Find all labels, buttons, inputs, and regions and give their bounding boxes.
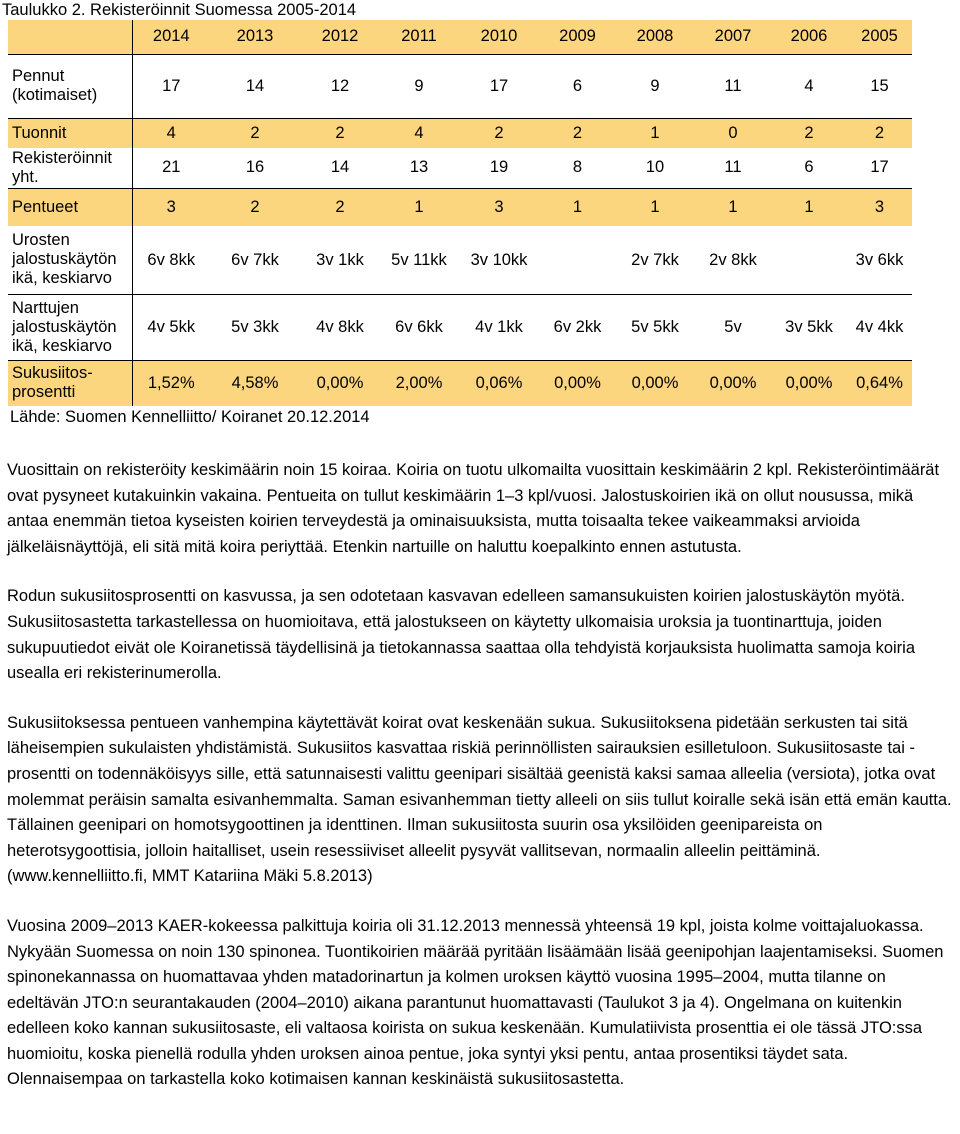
table-cell: 4v 5kk — [132, 294, 210, 360]
table-cell: 6 — [540, 54, 615, 118]
table-cell: 5v — [695, 294, 771, 360]
table-cell: 4 — [771, 54, 847, 118]
row-label: Urosten jalostuskäytön ikä, keskiarvo — [8, 226, 132, 294]
table-cell: 14 — [210, 54, 300, 118]
table-cell: 0,00% — [785, 373, 833, 392]
table-cell: 2 — [494, 123, 504, 142]
table-cell: 2 — [250, 197, 260, 216]
paragraph: Vuosittain on rekisteröity keskimäärin noin 15 koiraa. Koiria on tuotu ulkomailta vuosittain keskimäärin 2 kpl. Rekisteröintimäärät ovat pysyneet kutakuinkin vakaina. Pentueita on tullut keskimäärin 1–3 kpl/vuosi. Jalostuskoirien ikä on ollut nousussa, mikä antaa enemmän tietoa kyseisten koirien terveydestä ja ominaisuuksista, mutta toisaalta tekee vaikeammaksi arvioida jälkeläisnäyttöjä, eli sitä mitä koira periyttää. Etenkin nartuille on haluttu koepalkinto ennen astutusta. — [7, 461, 940, 556]
table-cell: 4v 4kk — [847, 294, 912, 360]
registrations-table — [8, 20, 912, 428]
year-header: 2011 — [380, 20, 458, 54]
table-cell — [771, 226, 847, 294]
year-header: 2006 — [771, 20, 847, 54]
table-cell: 19 — [458, 148, 540, 188]
table-cell: 2,00% — [395, 373, 443, 392]
table-cell: 2 — [335, 197, 345, 216]
body-text — [7, 458, 955, 1093]
table-cell: 1 — [650, 123, 660, 142]
table-cell: 4 — [166, 123, 176, 142]
table-cell: 2 — [804, 123, 814, 142]
table-cell: 5v 3kk — [210, 294, 300, 360]
table-cell: 3v 6kk — [847, 226, 912, 294]
table-cell: 1 — [804, 197, 814, 216]
table-header-row — [8, 20, 912, 54]
table-cell: 12 — [300, 54, 380, 118]
table-cell: 4v 1kk — [458, 294, 540, 360]
table-cell: 4v 8kk — [300, 294, 380, 360]
table-cell: 2 — [250, 123, 260, 142]
table-cell: 3 — [874, 197, 885, 216]
year-header: 2014 — [132, 20, 210, 54]
paragraph: Rodun sukusiitosprosentti on kasvussa, ja sen odotetaan kasvavan edelleen samansukuisten koirien jalostuskäytön myötä. Sukusiitosastetta tarkastellessa on huomioitava, että jalostukseen on käytetty ulkomaisia uroksia ja tuontinarttuja, joiden sukupuutiedot eivät ole Koiranetissä täydellisinä ja tietokannassa saattaa olla tehdyistä korjauksista huolimatta samoja koiria usealla eri rekisterinumerolla. — [7, 587, 916, 683]
table-cell: 16 — [210, 148, 300, 188]
table-row — [8, 54, 912, 118]
table-cell: 5v 5kk — [615, 294, 695, 360]
year-header: 2005 — [847, 20, 912, 54]
table-cell: 21 — [132, 148, 210, 188]
table-cell: 3 — [494, 197, 504, 216]
table-cell: 2 — [335, 123, 345, 142]
table-row — [8, 360, 912, 406]
table-cell: 6v 6kk — [380, 294, 458, 360]
table-cell: 1 — [650, 197, 660, 216]
table-cell: 17 — [132, 54, 210, 118]
table-cell: 8 — [540, 148, 615, 188]
table-cell: 1 — [572, 197, 583, 216]
table-caption: Taulukko 2. Rekisteröinnit Suomessa 2005-2014 — [2, 1, 357, 19]
year-header: 2010 — [458, 20, 540, 54]
table-source: Lähde: Suomen Kennelliitto/ Koiranet 20.12.2014 — [10, 407, 370, 426]
table-cell: 6v 8kk — [132, 226, 210, 294]
table-cell: 11 — [695, 54, 771, 118]
year-header: 2013 — [210, 20, 300, 54]
table-cell: 0,00% — [631, 373, 679, 392]
row-label: Narttujen jalostuskäytön ikä, keskiarvo — [8, 294, 132, 360]
table-cell: 10 — [615, 148, 695, 188]
table-cell: 2 — [572, 123, 583, 142]
table-cell: 9 — [380, 54, 458, 118]
table-cell: 13 — [380, 148, 458, 188]
table-cell: 3 — [166, 197, 176, 216]
table-cell: 9 — [615, 54, 695, 118]
table-cell: 6v 2kk — [540, 294, 615, 360]
row-label: Pentueet — [8, 188, 132, 226]
table-cell: 5v 11kk — [380, 226, 458, 294]
year-header: 2007 — [695, 20, 771, 54]
table-cell: 11 — [695, 148, 771, 188]
table-row — [8, 294, 912, 360]
table-cell: 4,58% — [231, 373, 279, 392]
paragraph: Vuosina 2009–2013 KAER-kokeessa palkittuja koiria oli 31.12.2013 mennessä yhteensä 19 kpl, joista kolme voittajaluokassa. Nykyään Suomessa on noin 130 spinonea. Tuontikoirien määrää pyritään lisäämään lisää geenipohjan laajentamiseksi. Suomen spinonekannassa on huomattavaa yhden matadorinartun ja kolmen uroksen käyttö vuosina 1995–2004, mutta tilanne on edeltävän JTO:n seurantakauden (2004–2010) aikana parantunut huomattavasti (Taulukot 3 ja 4). Ongelmana on kuitenkin edelleen koko kannan sukusiitosaste, eli valtaosa koirista on sukua keskenään. Kumulatiivista prosenttia ei ole tässä JTO:ssa huomioitu, koska pienellä rodulla yhden uroksen ainoa pentue, joka syntyi yksi pentu, antaa prosentiksi täydet sata. Olennaisempaa on tarkastella koko kotimaisen kannan keskinäistä sukusiitosastetta. — [7, 916, 944, 1089]
table-cell: 2v 7kk — [615, 226, 695, 294]
row-label: Tuonnit — [8, 118, 132, 148]
table-cell: 0 — [728, 123, 738, 142]
paragraph: Sukusiitoksessa pentueen vanhempina käytettävät koirat ovat keskenään sukua. Sukusiitoksena pidetään serkusten tai sitä läheisempien sukulaisten yhdistämistä. Sukusiitos kasvattaa riskiä perinnöllisten sairauksien esilletuloon. Sukusiitosaste tai -prosentti on todennäköisyys sille, että satunnaisesti valittu geenipari sisältää geenistä kaksi samaa alleelia (versiota), jotka ovat molemmat peräisin samalta esivanhemmalta. Saman esivanhemman tietty alleeli on siis tullut koiralle sekä isän että emän kautta. Tällainen geenipari on homotsygoottinen ja identtinen. Ilman sukusiitosta suurin osa yksilöiden geenipareista on heterotsygoottisia, jolloin haitalliset, usein resessiiviset alleelit pysyvät vallitsevan, normaalin alleelin peittäminä. (www.kennelliitto.fi, MMT Katariina Mäki 5.8.2013) — [7, 713, 952, 886]
table-cell: 4 — [414, 123, 424, 142]
table-cell: 0,06% — [475, 373, 523, 392]
table-cell: 0,00% — [554, 373, 601, 392]
table-cell: 2v 8kk — [695, 226, 771, 294]
table-cell: 0,00% — [709, 373, 757, 392]
table-cell: 0,00% — [316, 373, 364, 392]
table-cell: 6v 7kk — [210, 226, 300, 294]
table-row — [8, 148, 912, 188]
table-row — [8, 118, 912, 148]
table-cell: 3v 1kk — [300, 226, 380, 294]
year-header: 2012 — [300, 20, 380, 54]
row-label: Pennut (kotimaiset) — [8, 54, 132, 118]
table-cell: 15 — [847, 54, 912, 118]
table-cell: 3v 10kk — [458, 226, 540, 294]
table-corner-cell — [8, 20, 132, 54]
table-cell: 17 — [458, 54, 540, 118]
table-cell: 1 — [414, 197, 424, 216]
row-label: Sukusiitos-prosentti — [8, 360, 132, 406]
table-cell: 0,64% — [856, 373, 903, 392]
table-cell: 6 — [771, 148, 847, 188]
table-row — [8, 188, 912, 226]
table-row — [8, 226, 912, 294]
year-header: 2008 — [615, 20, 695, 54]
table-cell: 3v 5kk — [771, 294, 847, 360]
table-cell: 17 — [847, 148, 912, 188]
source-row — [8, 406, 912, 428]
year-header: 2009 — [540, 20, 615, 54]
table-cell — [540, 226, 615, 294]
table-cell: 1 — [728, 197, 738, 216]
row-label: Rekisteröinnit yht. — [8, 148, 132, 188]
table-cell: 2 — [874, 123, 885, 142]
table-cell: 14 — [300, 148, 380, 188]
table-cell: 1,52% — [147, 373, 195, 392]
